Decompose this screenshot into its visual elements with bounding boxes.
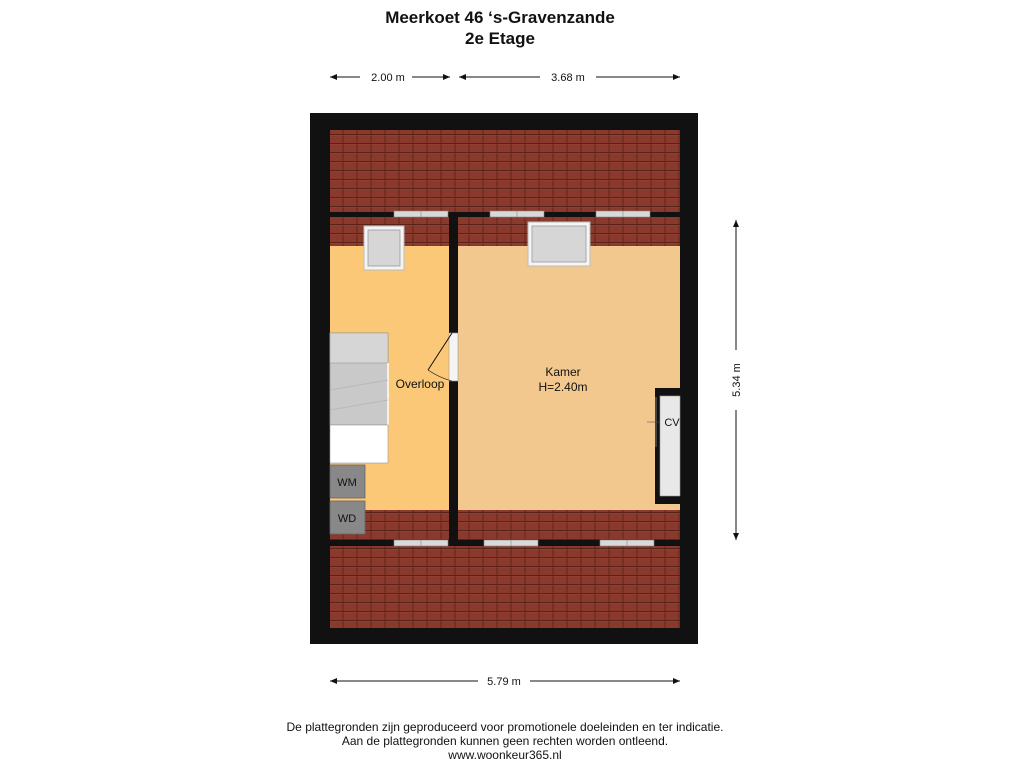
dryer <box>330 501 365 534</box>
floor-title: 2e Etage <box>465 29 535 48</box>
kamer-label: Kamer <box>545 365 581 379</box>
stairs <box>330 333 388 463</box>
windows-top <box>394 211 650 217</box>
cv-label: CV <box>664 417 680 429</box>
wd-label: WD <box>337 513 357 525</box>
dim-right: 5.34 m <box>731 363 743 397</box>
windows-bottom <box>394 540 654 546</box>
roof-strip-kamer-bottom <box>458 510 680 540</box>
washing-machine <box>330 465 365 498</box>
disclaimer-line-2: Aan de plattegronden kunnen geen rechten worden ontleend. <box>341 734 669 748</box>
skylight-overloop <box>364 226 404 270</box>
wm-label: WM <box>337 477 357 489</box>
kamer-height: H=2.40m <box>538 380 588 394</box>
dim-top-right: 3.68 m <box>551 72 585 84</box>
disclaimer-line-1: De plattegronden zijn geproduceerd voor promotionele doeleinden en ter indicatie. <box>286 720 724 734</box>
plan-title: Meerkoet 46 ‘s-Gravenzande <box>385 8 615 27</box>
dimension-bottom <box>330 676 680 688</box>
dimension-top <box>330 72 680 84</box>
dimension-right <box>731 220 743 540</box>
dim-top-left: 2.00 m <box>371 72 405 84</box>
overloop-label: Overloop <box>395 377 445 391</box>
dim-bottom: 5.79 m <box>487 676 521 688</box>
website-link[interactable]: www.woonkeur365.nl <box>448 748 562 762</box>
skylight-kamer <box>528 222 590 266</box>
